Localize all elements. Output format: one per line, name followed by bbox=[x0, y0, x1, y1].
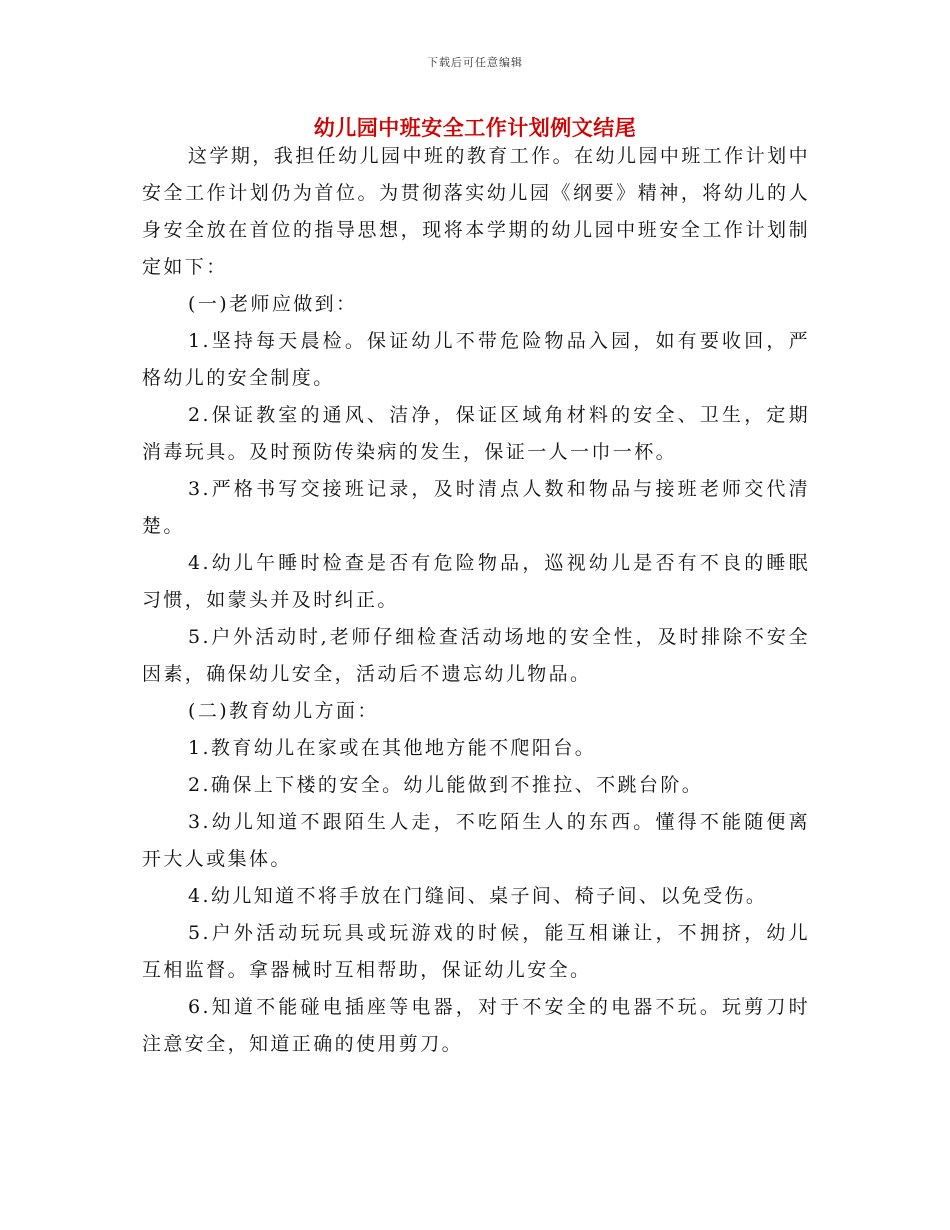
section-heading-children: (二)教育幼儿方面： bbox=[188, 700, 379, 722]
list-item: 2.确保上下楼的安全。幼儿能做到不推拉、不跳台阶。 bbox=[188, 774, 704, 796]
list-item: 4.幼儿午睡时检查是否有危险物品，巡视幼儿是否有不良的睡眠习惯，如蒙头并及时纠正。 bbox=[142, 552, 810, 611]
document-body bbox=[142, 138, 810, 1063]
list-item: 2.保证教室的通风、洁净，保证区域角材料的安全、卫生，定期消毒玩具。及时预防传染病的发生，保证一人一巾一杯。 bbox=[142, 404, 810, 463]
list-item: 1.教育幼儿在家或在其他地方能不爬阳台。 bbox=[188, 737, 597, 759]
list-item: 3.幼儿知道不跟陌生人走，不吃陌生人的东西。懂得不能随便离开大人或集体。 bbox=[142, 811, 810, 870]
list-item: 4.幼儿知道不将手放在门缝间、桌子间、椅子间、以免受伤。 bbox=[188, 885, 768, 907]
list-item: 1.坚持每天晨检。保证幼儿不带危险物品入园，如有要收回，严格幼儿的安全制度。 bbox=[142, 330, 810, 389]
list-item: 5.户外活动玩玩具或玩游戏的时候，能互相谦让，不拥挤，幼儿互相监督。拿器械时互相帮助，保证幼儿安全。 bbox=[142, 922, 810, 981]
list-item: 3.严格书写交接班记录，及时清点人数和物品与接班老师交代清楚。 bbox=[142, 478, 810, 537]
document-title: 幼儿园中班安全工作计划例文结尾 bbox=[313, 116, 637, 140]
header-note: 下载后可任意编辑 bbox=[427, 56, 523, 69]
intro-paragraph: 这学期，我担任幼儿园中班的教育工作。在幼儿园中班工作计划中安全工作计划仍为首位。为贯彻落实幼儿园《纲要》精神，将幼儿的人身安全放在首位的指导思想，现将本学期的幼儿园中班安全工作计划制定如下： bbox=[142, 145, 810, 278]
section-heading-teachers: (一)老师应做到： bbox=[188, 293, 358, 315]
list-item: 5.户外活动时,老师仔细检查活动场地的安全性，及时排除不安全因素，确保幼儿安全，活动后不遗忘幼儿物品。 bbox=[142, 626, 810, 685]
list-item: 6.知道不能碰电插座等电器，对于不安全的电器不玩。玩剪刀时注意安全，知道正确的使用剪刀。 bbox=[142, 996, 810, 1055]
